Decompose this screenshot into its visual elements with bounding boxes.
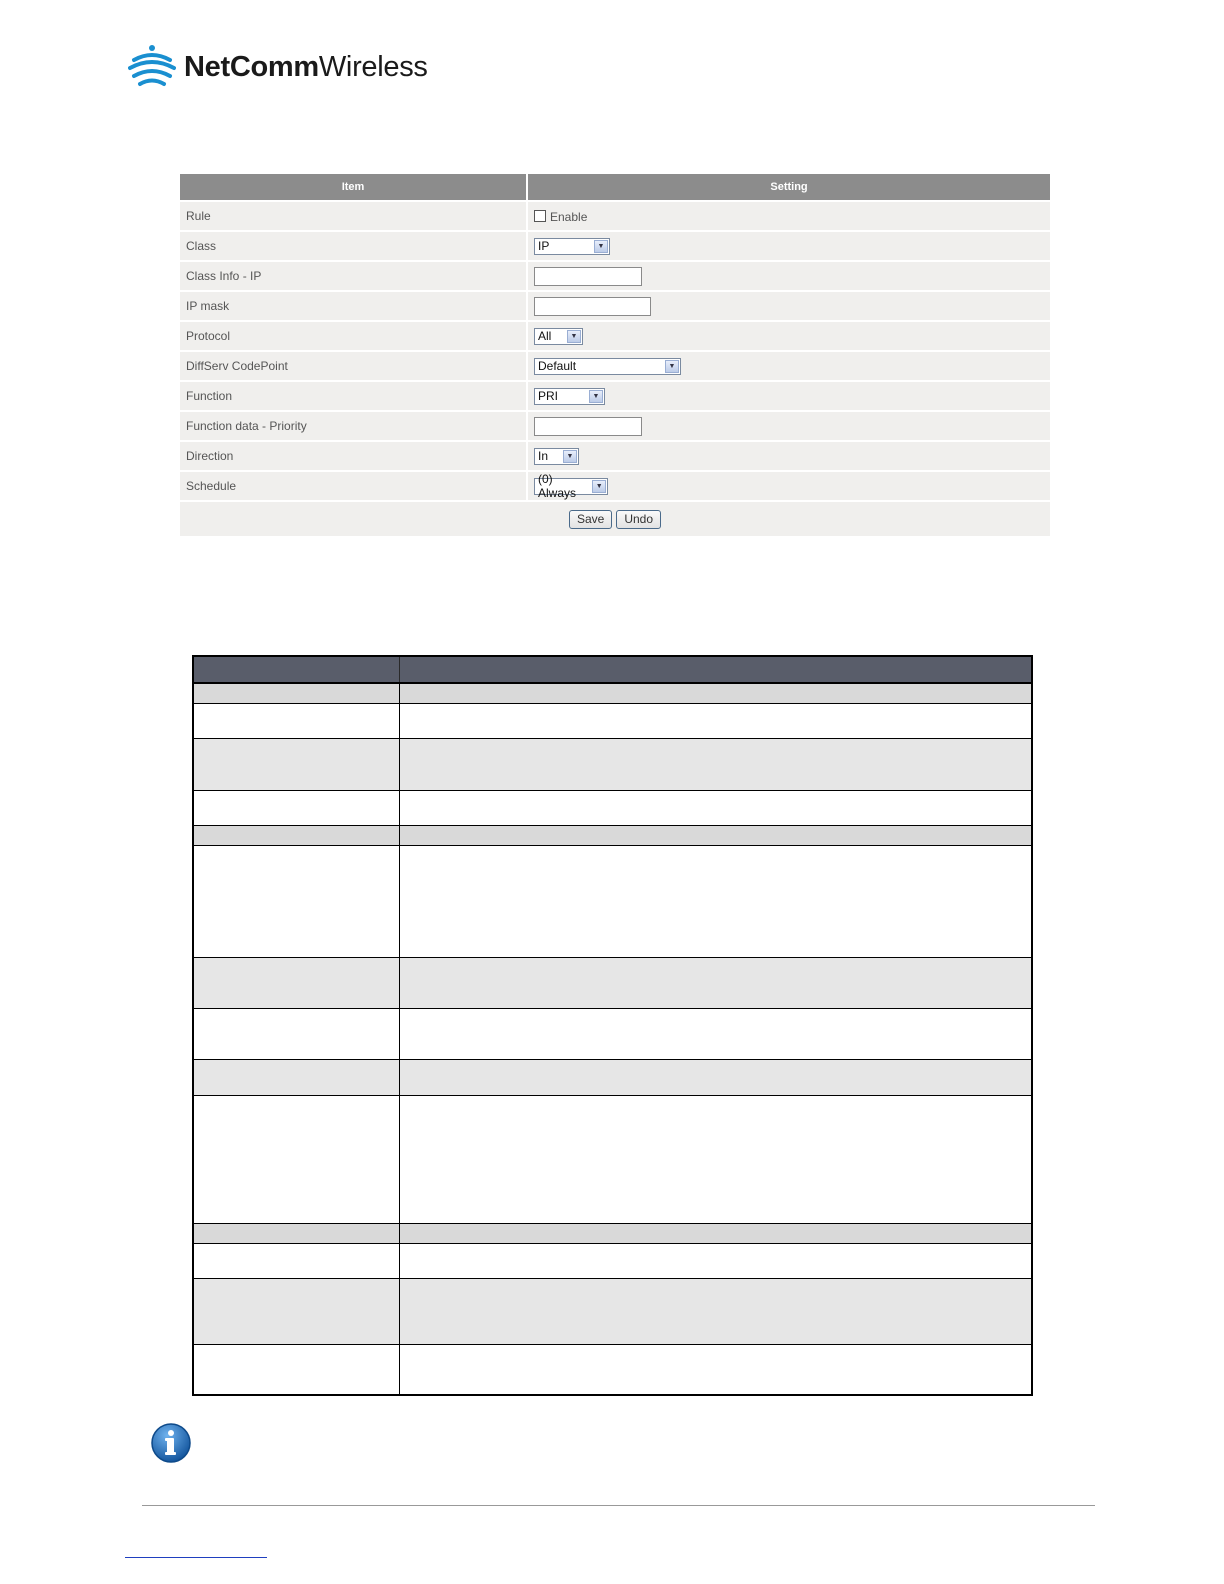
chevron-down-icon: ▼ — [592, 480, 606, 493]
footer-divider — [142, 1505, 1095, 1506]
schedule-select-value: (0) Always — [538, 472, 577, 500]
protocol-select[interactable] — [534, 328, 583, 345]
diffserv-label: DiffServ CodePoint — [180, 350, 528, 380]
function-row — [180, 380, 1050, 410]
chevron-down-icon: ▼ — [665, 360, 679, 373]
brand-name-bold: NetComm — [184, 50, 319, 83]
direction-setting — [528, 440, 1050, 470]
function-data-label: Function data - Priority — [180, 410, 528, 440]
schedule-setting — [528, 470, 1050, 500]
chevron-down-icon: ▼ — [567, 330, 581, 343]
desc-cell — [194, 958, 400, 1008]
desc-cell — [194, 1279, 400, 1344]
wifi-wave-icon — [128, 44, 176, 90]
ip-mask-setting — [528, 290, 1050, 320]
desc-section-row — [194, 684, 1031, 704]
desc-cell — [194, 739, 400, 790]
function-select-value: PRI — [538, 389, 559, 403]
footer-link[interactable] — [125, 1557, 267, 1558]
desc-row — [194, 1345, 1031, 1394]
diffserv-select[interactable] — [534, 358, 681, 375]
desc-row — [194, 1096, 1031, 1224]
info-icon — [150, 1422, 192, 1464]
desc-row — [194, 1009, 1031, 1060]
desc-row — [194, 1060, 1031, 1096]
qos-rule-form — [180, 174, 1050, 536]
rule-row — [180, 200, 1050, 230]
save-button[interactable]: Save — [569, 510, 612, 529]
direction-select-value: In — [538, 449, 549, 463]
desc-cell — [194, 1244, 400, 1278]
ip-mask-label: IP mask — [180, 290, 528, 320]
desc-row — [194, 958, 1031, 1009]
class-select-value: IP — [538, 239, 550, 253]
undo-button[interactable]: Undo — [616, 510, 661, 529]
settings-description-table — [192, 655, 1033, 1396]
form-buttons-row — [180, 500, 1050, 536]
netcomm-logo — [128, 44, 428, 90]
desc-row — [194, 739, 1031, 791]
rule-label: Rule — [180, 200, 528, 230]
desc-header-item-cell — [194, 657, 400, 682]
form-buttons-cell — [180, 500, 1050, 536]
function-setting — [528, 380, 1050, 410]
desc-cell — [194, 1009, 400, 1059]
desc-row — [194, 1279, 1031, 1345]
diffserv-select-value: Default — [538, 359, 577, 373]
function-data-input[interactable] — [534, 417, 642, 436]
desc-row — [194, 704, 1031, 739]
class-info-ip-setting — [528, 260, 1050, 290]
rule-enable-checkbox[interactable] — [534, 210, 546, 222]
form-header-row — [180, 174, 1050, 200]
chevron-down-icon: ▼ — [589, 390, 603, 403]
desc-cell — [194, 1096, 400, 1223]
class-info-ip-label: Class Info - IP — [180, 260, 528, 290]
desc-cell — [194, 1060, 400, 1095]
class-label: Class — [180, 230, 528, 260]
setting-column-header: Setting — [528, 174, 1050, 200]
rule-setting — [528, 200, 1050, 230]
function-data-row — [180, 410, 1050, 440]
desc-cell — [194, 846, 400, 957]
direction-label: Direction — [180, 440, 528, 470]
desc-cell — [194, 1345, 400, 1394]
class-setting — [528, 230, 1050, 260]
ip-mask-row — [180, 290, 1050, 320]
brand-name — [184, 50, 428, 83]
desc-cell — [194, 1224, 400, 1243]
protocol-setting — [528, 320, 1050, 350]
function-select[interactable] — [534, 388, 605, 405]
desc-section-row — [194, 826, 1031, 846]
desc-header-row — [194, 657, 1031, 684]
schedule-label: Schedule — [180, 470, 528, 500]
desc-section-row — [194, 1224, 1031, 1244]
ip-mask-input[interactable] — [534, 297, 651, 316]
function-data-setting — [528, 410, 1050, 440]
diffserv-row — [180, 350, 1050, 380]
direction-row — [180, 440, 1050, 470]
desc-cell — [194, 684, 400, 703]
function-label: Function — [180, 380, 528, 410]
item-column-header: Item — [180, 174, 528, 200]
desc-cell — [194, 791, 400, 825]
schedule-select[interactable] — [534, 472, 608, 500]
diffserv-setting — [528, 350, 1050, 380]
desc-cell — [194, 704, 400, 738]
protocol-row — [180, 320, 1050, 350]
protocol-label: Protocol — [180, 320, 528, 350]
direction-select[interactable] — [534, 448, 579, 465]
class-select[interactable] — [534, 238, 610, 255]
class-row — [180, 230, 1050, 260]
schedule-row — [180, 470, 1050, 500]
chevron-down-icon: ▼ — [563, 450, 577, 463]
protocol-select-value: All — [538, 329, 552, 343]
brand-name-light: Wireless — [318, 50, 428, 83]
desc-row — [194, 1244, 1031, 1279]
class-info-ip-input[interactable] — [534, 267, 642, 286]
chevron-down-icon: ▼ — [594, 240, 608, 253]
desc-cell — [194, 826, 400, 845]
class-info-ip-row — [180, 260, 1050, 290]
desc-row — [194, 846, 1031, 958]
rule-enable-label: Enable — [550, 209, 588, 224]
desc-row — [194, 791, 1031, 826]
